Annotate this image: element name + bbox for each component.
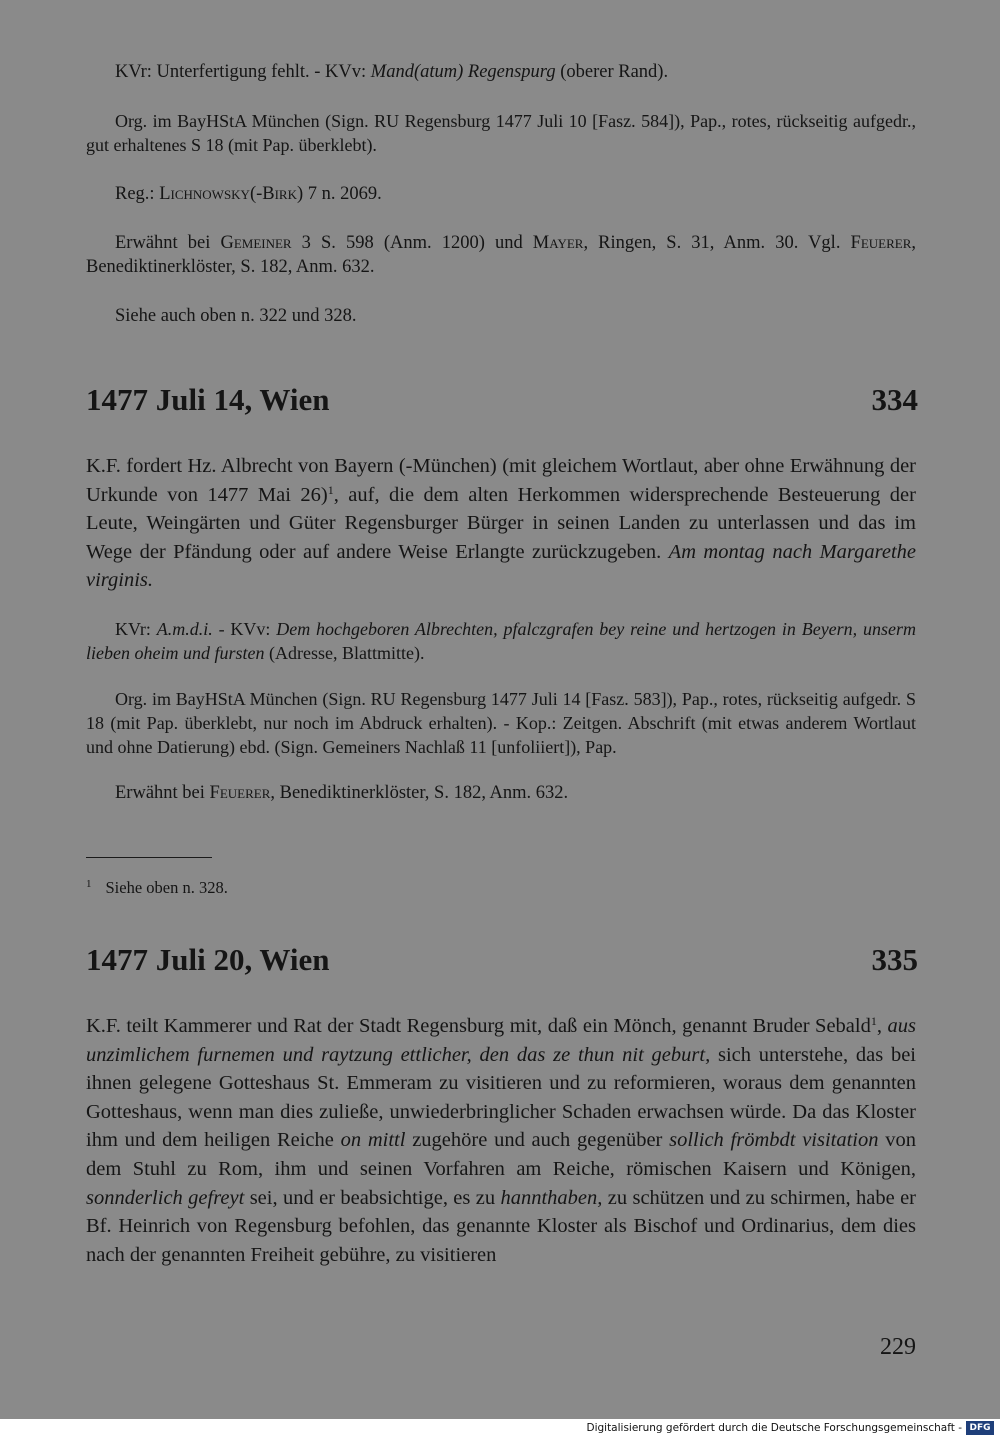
entry-335-heading — [86, 942, 918, 978]
dfg-logo-icon: DFG — [966, 1421, 994, 1435]
entry-date-place: 1477 Juli 20, Wien — [86, 942, 330, 977]
footnote-ref: 1 — [870, 1014, 877, 1028]
entry-335 — [86, 1012, 916, 1269]
entry-334 — [86, 452, 916, 805]
original-note: Org. im BayHStA München (Sign. RU Regensburg 1477 Juli 10 [Fasz. 584]), Pap., rotes, rückseitig aufgedr., gut erhaltenes S 18 (mit Pap. überklebt). — [86, 111, 916, 155]
footnote-rule — [86, 857, 212, 858]
footnote — [86, 873, 228, 899]
entry-number: 334 — [871, 382, 918, 417]
kv-note: KVr: A.m.d.i. - KVv: Dem hochgeboren Albrechten, pfalczgrafen bey reine und hertzogen in Beyern, unserm lieben oheim und fursten (Adresse, Blattmitte). — [86, 618, 917, 663]
entry-number: 335 — [871, 942, 918, 977]
regest-note: Reg.: Lichnowsky(-Birk) 7 n. 2069. — [115, 184, 382, 204]
kv-note: KVr: Unterfertigung fehlt. - KVv: Mand(atum) Regenspurg (oberer Rand). — [115, 62, 669, 82]
entry-summary: K.F. fordert Hz. Albrecht von Bayern (-München) (mit gleichem Wortlaut, aber ohne Erwähnung der Urkunde von 1477 Mai 26)$^1$, auf, die dem alten Herkommen widersprechende Besteuerung der Leute, Weingärten und Güter Regensburger Bürger in seinen Landen zu unterlassen und das im Wege der Pfändung oder auf andere Weise Erlangte zurückzugeben. Am montag nach Margarethe virginis. — [86, 455, 916, 592]
page-number: 229 — [880, 1334, 916, 1360]
footnote-ref: 1 — [327, 482, 334, 497]
mention-note: Erwähnt bei Gemeiner 3 S. 598 (Anm. 1200) und Mayer, Ringen, S. 31, Anm. 30. Vgl. Feuerer, Benediktinerklöster, S. 182, Anm. 632. — [86, 233, 917, 277]
entry-334-heading — [86, 382, 918, 418]
footnote-number: 1 — [86, 878, 92, 890]
entry-333-notes — [86, 60, 916, 328]
see-also-note: Siehe auch oben n. 322 und 328. — [115, 306, 357, 326]
entry-date-place: 1477 Juli 14, Wien — [86, 382, 330, 417]
funding-credit: Digitalisierung gefördert durch die Deutsche Forschungsgemeinschaft - — [586, 1422, 962, 1434]
footnote-text: Siehe oben n. 328. — [105, 878, 228, 897]
original-note: Org. im BayHStA München (Sign. RU Regensburg 1477 Juli 14 [Fasz. 583]), Pap., rotes, rückseitig aufgedr. S 18 (mit Pap. überklebt, nur noch im Abdruck erhalten). - Kop.: Zeitgen. Abschrift (mit etwas anderem Wortlaut und ohne Datierung) ebd. (Sign. Gemeiners Nachlaß 11 [unfoliiert]), Pap. — [86, 688, 916, 757]
entry-summary: K.F. teilt Kammerer und Rat der Stadt Regensburg mit, daß ein Mönch, genannt Bruder Sebald$^1$, aus unzimlichem furnemen und raytzung ettlicher, den das ze thun nit geburt, sich unterstehe, das bei ihnen gelegene Gotteshaus St. Emmeram zu visitieren und zu reformieren, woraus dem genannten Gotteshaus, wenn man dies zuließe, unwiederbringlicher Schaden erwachsen würde. Da das Kloster ihm und dem heiligen Reiche on mittl zugehöre und auch gegenüber sollich frömbdt visitation von dem Stuhl zu Rom, ihm und seinen Vorfahren am Reiche, römischen Kaisern und Königen, sonnderlich gefreyt sei, und er beabsichtige, es zu hannthaben, zu schützen und zu schirmen, habe er Bf. Heinrich von Regensburg befohlen, das genannte Kloster als Bischof und Ordinarius, dem dies nach der genannten Freiheit gebühre, zu visitieren — [86, 1014, 917, 1266]
mention-note: Erwähnt bei Feuerer, Benediktinerklöster, S. 182, Anm. 632. — [115, 782, 569, 803]
